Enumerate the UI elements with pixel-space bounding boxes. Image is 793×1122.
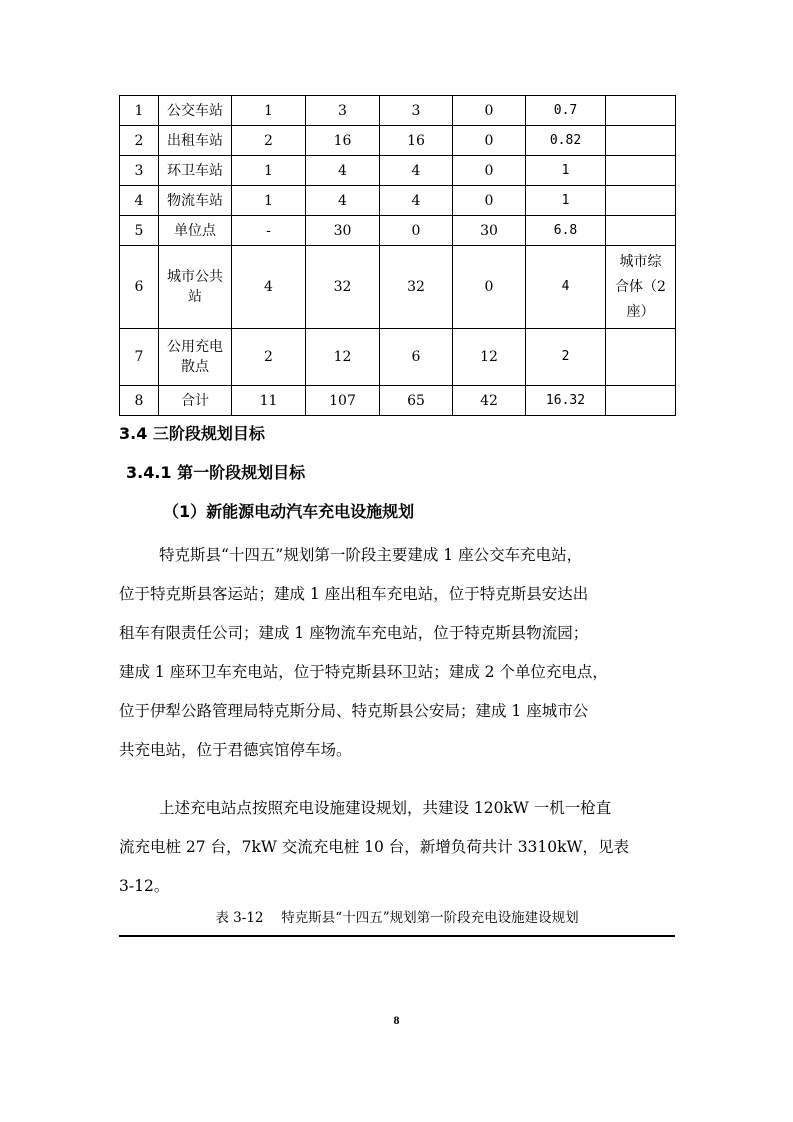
row-number: 8 [120, 386, 159, 416]
paragraph-line: 建成 1 座环卫车充电站，位于特克斯县环卫站；建成 2 个单位充电点， [119, 663, 608, 681]
cell-value: 4 [306, 156, 380, 186]
note-line: 城市综 [619, 253, 662, 270]
station-type [159, 246, 232, 329]
cell-value: 0 [453, 126, 526, 156]
cell-value: 12 [306, 329, 380, 386]
cell-value: 4 [306, 186, 380, 216]
table-row [120, 246, 676, 329]
cell-value: 1 [232, 186, 306, 216]
cell-value: 30 [306, 216, 380, 246]
note-cell [606, 329, 676, 386]
row-number: 3 [120, 156, 159, 186]
row-number: 1 [120, 96, 159, 126]
page-number: 8 [393, 1013, 400, 1027]
subsection-heading: 3.4.1 第一阶段规划目标 [126, 463, 306, 482]
row-number: 5 [120, 216, 159, 246]
table-row [120, 329, 676, 386]
cell-value: 1 [232, 96, 306, 126]
paragraph-line: 位于特克斯县客运站；建成 1 座出租车充电站，位于特克斯县安达出 [119, 585, 589, 603]
section-heading: 3.4 三阶段规划目标 [119, 424, 265, 443]
cell-value: 0 [453, 96, 526, 126]
cell-value: 1 [526, 186, 606, 216]
cell-value: 2 [232, 126, 306, 156]
station-type: 公交车站 [159, 96, 232, 126]
cell-value: 4 [380, 186, 453, 216]
station-type: 出租车站 [159, 126, 232, 156]
paragraph-line: 位于伊犁公路管理局特克斯分局、特克斯县公安局；建成 1 座城市公 [119, 702, 589, 720]
station-type-line: 散点 [181, 359, 209, 375]
station-type: 合计 [159, 386, 232, 416]
table-row [120, 216, 676, 246]
station-type-line: 公用充电 [167, 339, 223, 355]
cell-value: - [232, 216, 306, 246]
station-type: 单位点 [159, 216, 232, 246]
table-top-rule [119, 935, 675, 937]
row-number: 6 [120, 246, 159, 329]
cell-value: 107 [306, 386, 380, 416]
cell-value: 4 [232, 246, 306, 329]
charging-facility-table [119, 95, 676, 416]
table-row [120, 156, 676, 186]
paragraph-phase-one [119, 536, 675, 770]
cell-value: 16 [306, 126, 380, 156]
paragraph-line: 流充电桩 27 台，7kW 交流充电桩 10 台，新增负荷共计 3310kW，见表 [119, 838, 629, 856]
note-cell [606, 216, 676, 246]
cell-value: 42 [453, 386, 526, 416]
cell-value: 12 [453, 329, 526, 386]
table-row [120, 96, 676, 126]
note-cell [606, 186, 676, 216]
note-cell [606, 126, 676, 156]
row-number: 7 [120, 329, 159, 386]
cell-value: 11 [232, 386, 306, 416]
paragraph-charging-piles [119, 789, 675, 906]
note-line: 合体（2 [615, 278, 666, 295]
cell-value: 0.82 [526, 126, 606, 156]
cell-value: 0 [453, 246, 526, 329]
paragraph-line: 租车有限责任公司；建成 1 座物流车充电站，位于特克斯县物流园； [119, 624, 589, 642]
cell-value: 32 [380, 246, 453, 329]
paragraph-line: 上述充电站点按照充电设施建设规划，共建设 120kW 一机一枪直 [159, 799, 612, 817]
cell-value: 16.32 [526, 386, 606, 416]
note-line: 座） [626, 303, 655, 320]
table-row [120, 126, 676, 156]
note-cell [606, 386, 676, 416]
cell-value: 0.7 [526, 96, 606, 126]
cell-value: 4 [380, 156, 453, 186]
station-type-line: 站 [188, 289, 202, 305]
cell-value: 3 [380, 96, 453, 126]
paragraph-line: 3-12。 [119, 877, 170, 895]
cell-value: 2 [526, 329, 606, 386]
item-heading: （1）新能源电动汽车充电设施规划 [163, 502, 415, 521]
cell-value: 32 [306, 246, 380, 329]
table-row [120, 386, 676, 416]
note-cell [606, 246, 676, 329]
cell-value: 0 [453, 156, 526, 186]
cell-value: 30 [453, 216, 526, 246]
cell-value: 1 [232, 156, 306, 186]
table-caption: 表 3-12 特克斯县“十四五”规划第一阶段充电设施建设规划 [215, 910, 579, 926]
row-number: 2 [120, 126, 159, 156]
cell-value: 2 [232, 329, 306, 386]
note-cell [606, 156, 676, 186]
paragraph-line: 特克斯县“十四五”规划第一阶段主要建成 1 座公交车充电站， [159, 546, 583, 564]
note-cell [606, 96, 676, 126]
cell-value: 4 [526, 246, 606, 329]
cell-value: 0 [453, 186, 526, 216]
cell-value: 6 [380, 329, 453, 386]
cell-value: 3 [306, 96, 380, 126]
cell-value: 1 [526, 156, 606, 186]
cell-value: 65 [380, 386, 453, 416]
station-type [159, 329, 232, 386]
table-row [120, 186, 676, 216]
station-type-line: 城市公共 [167, 269, 223, 285]
paragraph-line: 共充电站，位于君德宾馆停车场。 [119, 741, 352, 759]
cell-value: 16 [380, 126, 453, 156]
station-type: 环卫车站 [159, 156, 232, 186]
cell-value: 6.8 [526, 216, 606, 246]
station-type: 物流车站 [159, 186, 232, 216]
cell-value: 0 [380, 216, 453, 246]
row-number: 4 [120, 186, 159, 216]
